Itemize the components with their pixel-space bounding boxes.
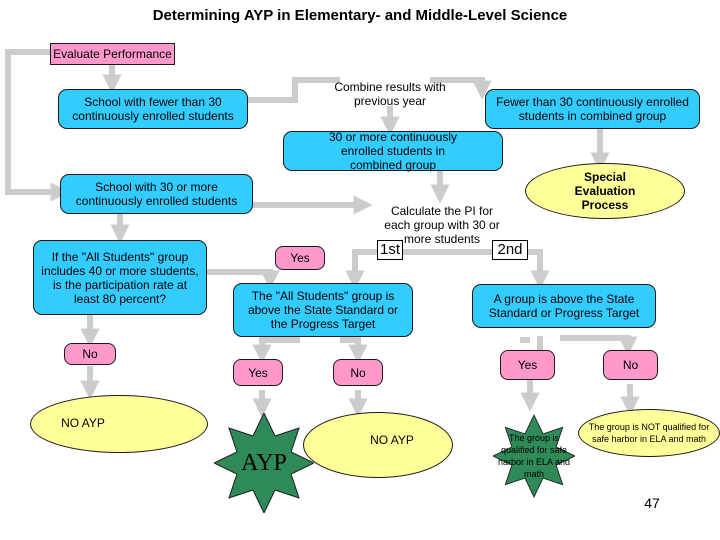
evaluate-performance-label: Evaluate Performance	[53, 47, 172, 61]
evaluate-performance-box	[50, 43, 175, 65]
first-branch-label	[377, 240, 403, 260]
all-students-no-box	[333, 359, 383, 386]
all-students-yes-label: Yes	[248, 365, 268, 380]
no-ayp-left-ellipse	[30, 395, 208, 453]
all-students-no-label: No	[350, 365, 366, 380]
combine-results-label: Combine results with previous year	[334, 80, 446, 108]
special-evaluation-label: Special Evaluation Process	[574, 170, 636, 212]
ayp-label: AYP	[241, 449, 287, 476]
not-qualified-label: The group is NOT qualified for safe harbor in ELA and math	[588, 422, 710, 444]
participation-question-box	[33, 240, 207, 315]
participation-question-label: If the "All Students" group includes 40 or more students, is the participation rate at least 80 percent?	[41, 249, 199, 306]
page-title: Determining AYP in Elementary- and Middle-Level Science	[152, 7, 568, 24]
second-branch-text: 2nd	[497, 241, 523, 258]
first-branch-text: 1st	[379, 241, 400, 258]
safe-harbor-qualified-label: The group is qualified for safe harbor in ELA and math	[497, 433, 571, 479]
calculate-pi-label: Calculate the PI for each group with 30 or more students	[384, 204, 500, 246]
all-students-above-box	[233, 283, 413, 337]
no-ayp-left-label: NO AYP	[61, 416, 105, 430]
group-above-box	[472, 284, 656, 328]
school-30-or-more-box	[60, 174, 253, 214]
special-evaluation-ellipse	[525, 163, 685, 219]
not-qualified-ellipse	[578, 409, 720, 457]
participation-no-label: No	[82, 347, 98, 361]
all-students-above-label: The "All Students" group is above the State Standard or the Progress Target	[247, 289, 399, 331]
participation-yes-label: Yes	[290, 251, 310, 265]
group-yes-box	[500, 350, 555, 380]
all-students-yes-box	[233, 359, 283, 386]
page-number: 47	[644, 495, 660, 511]
thirty-or-more-combined-box	[283, 131, 503, 171]
school-fewer-30-box	[58, 89, 248, 129]
participation-no-box	[64, 343, 116, 365]
participation-yes-box	[275, 246, 325, 270]
school-30-or-more-label: School with 30 or more continuously enrolled students	[75, 180, 238, 208]
no-ayp-center-ellipse	[303, 412, 453, 478]
group-no-label: No	[622, 358, 639, 372]
group-above-label: A group is above the State Standard or Progress Target	[488, 292, 640, 320]
school-fewer-30-label: School with fewer than 30 continuously enrolled students	[72, 95, 234, 123]
no-ayp-center-label: NO AYP	[370, 433, 414, 447]
fewer-30-combined-label: Fewer than 30 continuously enrolled students in combined group	[496, 95, 689, 123]
second-branch-label	[492, 240, 528, 260]
group-no-box	[603, 350, 658, 380]
fewer-30-combined-box	[485, 89, 700, 129]
thirty-or-more-combined-label: 30 or more continuously enrolled students in combined group	[328, 130, 458, 172]
group-yes-label: Yes	[517, 358, 538, 372]
